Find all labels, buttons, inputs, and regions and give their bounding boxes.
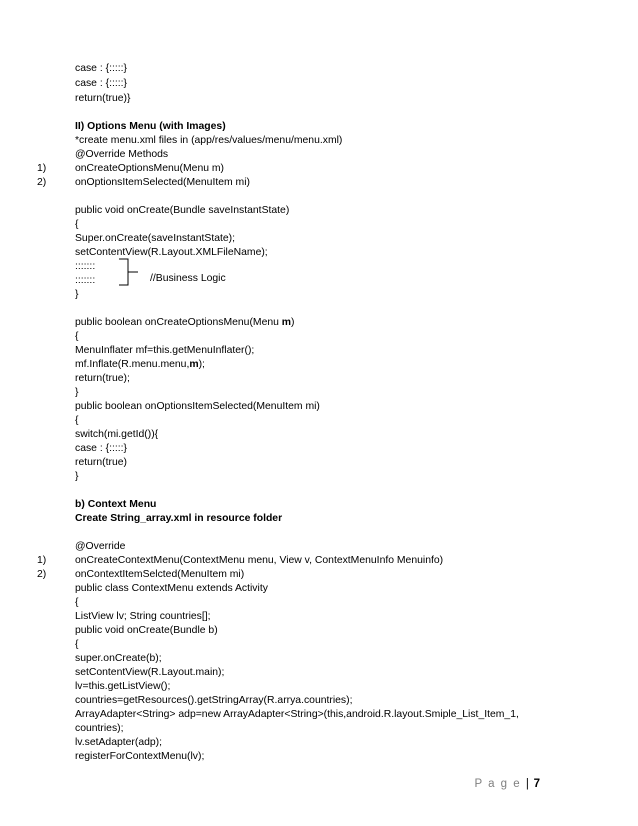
footer-separator: |: [525, 778, 529, 790]
text-line: {: [75, 331, 79, 342]
text-line: onCreateContextMenu(ContextMenu menu, View v, ContextMenuInfo Menuinfo): [75, 555, 444, 566]
text-line: }: [75, 289, 79, 300]
text-line: Super.onCreate(saveInstantState);: [75, 233, 235, 244]
text-line: @Override Methods: [75, 149, 169, 160]
text-line: onContextItemSelcted(MenuItem mi): [75, 569, 245, 580]
text-line: *create menu.xml files in (app/res/values/menu/menu.xml): [75, 135, 343, 146]
text-line: [75, 358, 205, 371]
text-line: public class ContextMenu extends Activity: [75, 583, 268, 594]
text-line: registerForContextMenu(lv);: [75, 751, 205, 762]
text-line: setContentView(R.Layout.XMLFileName);: [75, 247, 268, 258]
text-line: ArrayAdapter<String> adp=new ArrayAdapter<String>(this,android.R.layout.Smiple_List_Item_1,: [75, 709, 519, 720]
text-line: return(true);: [75, 373, 130, 384]
text-line: countries);: [75, 723, 124, 734]
text-line: case : {:::::}: [75, 78, 127, 89]
text-line: onCreateOptionsMenu(Menu m): [75, 163, 225, 174]
text-span: m: [281, 317, 292, 328]
text-line: onOptionsItemSelected(MenuItem mi): [75, 177, 250, 188]
page-label: P a g e: [474, 778, 522, 790]
text-span: m: [189, 359, 199, 370]
text-line: lv=this.getListView();: [75, 681, 171, 692]
text-line: countries=getResources().getStringArray(R.arrya.countries);: [75, 695, 353, 706]
text-line: case : {:::::}: [75, 443, 127, 454]
list-number: 2): [37, 569, 47, 580]
text-line: {: [75, 415, 79, 426]
text-line: public void onCreate(Bundle b): [75, 625, 218, 636]
text-line: @Override: [75, 541, 126, 552]
text-line: }: [75, 387, 79, 398]
list-number: 1): [37, 555, 47, 566]
text-line: case : {:::::}: [75, 63, 127, 74]
page-number: 7: [533, 778, 540, 790]
text-line: Create String_array.xml in resource folder: [75, 513, 283, 524]
text-line: return(true): [75, 457, 127, 468]
text-span: );: [198, 359, 205, 370]
text-line: super.onCreate(b);: [75, 653, 162, 664]
brace-icon: [118, 258, 140, 286]
text-line: {: [75, 219, 79, 230]
text-line: :::::::: [75, 275, 96, 286]
text-line: MenuInflater mf=this.getMenuInflater();: [75, 345, 255, 356]
text-line: switch(mi.getId()){: [75, 429, 159, 440]
text-line: public boolean onOptionsItemSelected(MenuItem mi): [75, 401, 320, 412]
text-line: }: [75, 471, 79, 482]
text-line: return(true)}: [75, 93, 131, 104]
text-line: :::::::: [75, 261, 96, 272]
text-line: setContentView(R.Layout.main);: [75, 667, 225, 678]
text-span: mf.Inflate(R.menu.menu,: [75, 359, 190, 370]
text-span: ): [291, 317, 295, 328]
list-number: 1): [37, 163, 47, 174]
text-line: public void onCreate(Bundle saveInstantState): [75, 205, 290, 216]
business-logic-comment: //Business Logic: [150, 273, 226, 284]
text-line: lv.setAdapter(adp);: [75, 737, 163, 748]
text-line: II) Options Menu (with Images): [75, 121, 226, 132]
list-number: 2): [37, 177, 47, 188]
page-footer: [420, 778, 540, 790]
text-line: {: [75, 597, 79, 608]
text-span: public boolean onCreateOptionsMenu(Menu: [75, 317, 282, 328]
text-line: b) Context Menu: [75, 499, 157, 510]
text-line: ListView lv; String countries[];: [75, 611, 211, 622]
text-line: [75, 316, 295, 329]
text-line: {: [75, 639, 79, 650]
